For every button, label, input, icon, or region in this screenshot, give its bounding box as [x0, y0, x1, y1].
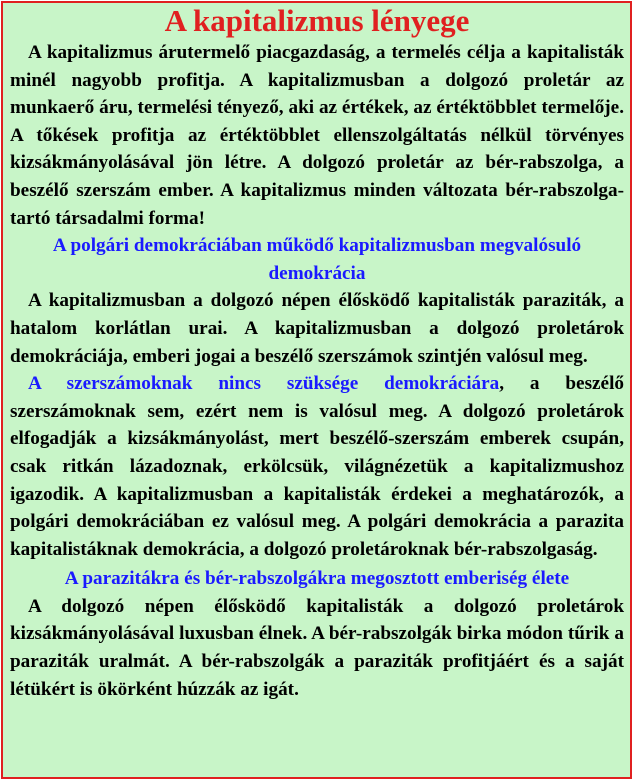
section-heading-divided-humanity: A parazitákra és bér-rabszolgákra megosztott emberiség élete — [64, 568, 570, 590]
page-title: A kapitalizmus lényege — [164, 3, 470, 38]
document-frame — [1, 1, 632, 779]
section-heading-democracy: A polgári demokráciában működő kapitalizmusban megvalósuló demokrácia — [52, 235, 582, 284]
paragraph-tools-text: , a beszélő szerszámoknak sem, ezért nem is valósul meg. A dolgozó proletárok elfogadják a kizsákmányolást, mert beszélő-szerszám emberek csupán, csak ritkán lázadoznak, erkölcsük, világnézetük a kapitalizmushoz igazodik. A kapitalizmusban a kapitalisták érdekei a meghatározók, a polgári demokráciában ez valósul meg. A polgári demokrácia a parazita kapitalistáknak demokrácia, a dolgozó proletároknak bér-rabszolgaság. — [10, 373, 624, 560]
document-body — [3, 3, 630, 703]
highlighted-phrase: A szerszámoknak nincs szüksége demokráciára — [28, 373, 500, 395]
paragraph-parasites: A kapitalizmusban a dolgozó népen élősködő kapitalisták paraziták, a hatalom korlátlan urai. A kapitalizmusban a dolgozó proletárok demokráciája, emberi jogai a beszélő szerszámok szintjén valósul meg. — [10, 290, 624, 367]
paragraph-closing: A dolgozó népen élősködő kapitalisták a dolgozó proletárok kizsákmányolásával luxusban élnek. A bér-rabszolgák birka módon tűrik a paraziták uralmát. A bér-rabszolgák a paraziták profitjáért és a saját létükért is ökörként húzzák az igát. — [10, 595, 624, 700]
paragraph-intro: A kapitalizmus árutermelő piacgazdaság, a termelés célja a kapitalisták minél nagyobb profitja. A kapitalizmusban a dolgozó proletár az munkaerő áru, termelési tényező, aki az értékek, az értéktöbblet termelője. A tőkések profitja az értéktöbblet ellenszolgáltatás nélkül törvényes kizsákmányolásával jön létre. A dolgozó proletár az bér-rabszolga, a beszélő szerszám ember. A kapitalizmus minden változata bér-rabszolgatartó társadalmi forma! — [10, 42, 624, 229]
paragraph-tools — [10, 370, 624, 563]
